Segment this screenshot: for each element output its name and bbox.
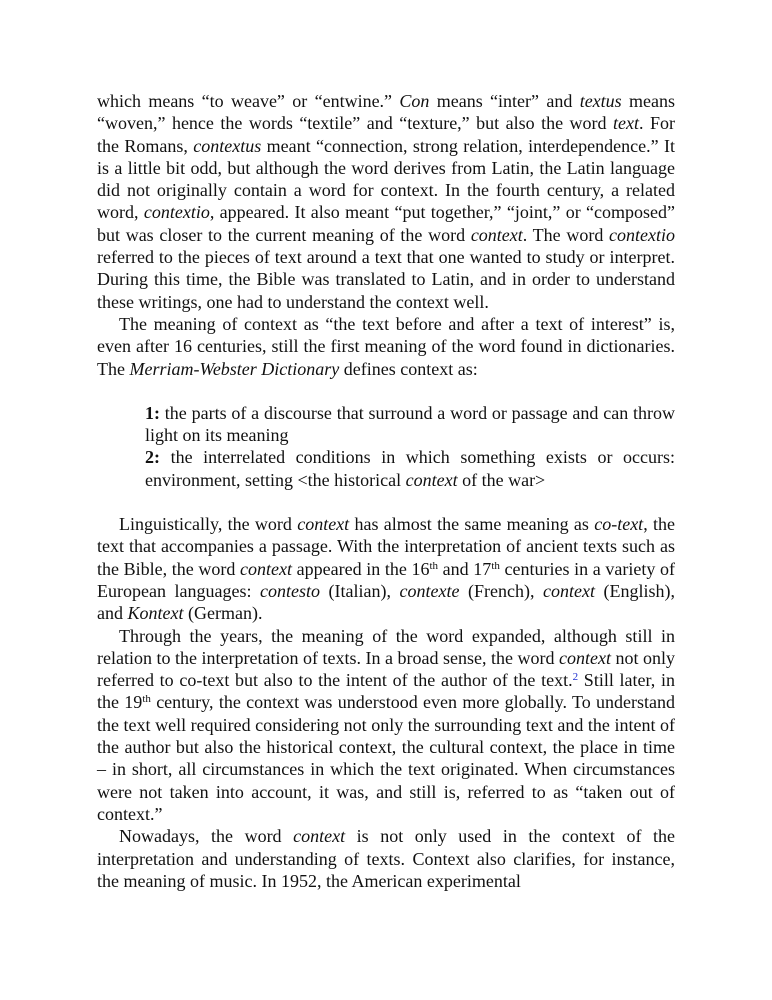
italic-term: context (240, 558, 292, 579)
text-run: referred to the pieces of text around a text that one wanted to study or interpret. During this time, the Bible was translated to Latin, and in order to understand these writings, one had to understand the context well. (97, 247, 675, 312)
italic-term: contextus (193, 135, 262, 156)
text-run: (Italian), (319, 580, 400, 601)
italic-term: contextio (609, 224, 676, 245)
text-run: , the text that accompanies a passage. With the interpretation of ancient texts such as the Bible, the word (97, 514, 675, 579)
definition-italic: context (405, 469, 458, 490)
italic-term: co-text (594, 514, 644, 535)
text-run: defines context as: (339, 358, 478, 379)
italic-term: Merriam-Webster Dictionary (129, 358, 340, 379)
text-run: appeared in the 16 (292, 558, 430, 579)
paragraph (97, 313, 675, 380)
definition-tail: of the war> (457, 469, 546, 490)
document-page (97, 90, 675, 892)
italic-term: text (613, 113, 640, 134)
text-run: and 17 (438, 558, 492, 579)
italic-term: textus (579, 91, 622, 111)
ordinal-suffix: th (491, 559, 500, 572)
text-run: century, the context was understood even more globally. To understand the text well required considering not only the surrounding text and the intent of the author but also the historical context, the cultural context, the place in time – in short, all circumstances in which the text originated. When circumstances were not taken into account, it was, and still is, referred to as “taken out of context.” (97, 692, 675, 824)
text-run: (English), and (97, 580, 675, 624)
footnote-reference[interactable]: 2 (572, 671, 579, 684)
italic-term: Kontext (127, 603, 184, 624)
text-run: means “woven,” hence the words “textile” and “texture,” but also the word (97, 91, 676, 134)
text-run: is not only used in the context of the interpretation and understanding of texts. Context also clarifies, for instance, the meaning of music. In 1952, the American experimental (97, 826, 675, 891)
paragraph (97, 825, 675, 892)
text-run: . For the Romans, (97, 113, 675, 156)
italic-term: context (293, 826, 346, 847)
text-run: . The word (522, 224, 610, 245)
text-run: not only referred to co-text but also to the intent of the author of the text. (97, 647, 675, 691)
italic-term: context (297, 514, 350, 535)
body-before-quote (97, 90, 675, 380)
definition-text: the parts of a discourse that surround a word or passage and can throw light on its meaning (145, 402, 675, 446)
text-run: has almost the same meaning as (349, 514, 595, 535)
definition-1 (145, 402, 675, 447)
italic-term: context (558, 647, 611, 668)
paragraph (97, 513, 675, 624)
italic-term: Con (399, 91, 430, 111)
italic-term: contextio (143, 202, 210, 223)
paragraph (97, 625, 675, 826)
text-run: Nowadays, the word (119, 826, 294, 847)
text-run: which means “to weave” or “entwine.” (97, 91, 400, 111)
definition-number: 2: (145, 447, 160, 468)
italic-term: contesto (259, 580, 320, 601)
text-run: meant “connection, strong relation, interdependence.” It is a little bit odd, but although the word derives from Latin, the Latin language did not originally contain a word for context. In the fourth century, a related word, (97, 135, 675, 223)
text-run: means “inter” and (429, 91, 580, 111)
text-run: Linguistically, the word (119, 514, 298, 535)
text-run: (German). (183, 603, 263, 624)
body-after-quote (97, 513, 675, 892)
definition-2 (145, 446, 675, 491)
text-run: (French), (459, 580, 543, 601)
text-run: The meaning of context as “the text before and after a text of interest” is, even after 16 centuries, still the first meaning of the word found in dictionaries. The (97, 313, 675, 379)
text-run: Still later, in the 19 (97, 670, 675, 713)
italic-term: contexte (399, 580, 460, 601)
text-run: centuries in a variety of European languages: (97, 558, 675, 601)
italic-term: context (470, 224, 523, 245)
text-run: Through the years, the meaning of the word expanded, although still in relation to the interpretation of texts. In a broad sense, the word (97, 625, 675, 668)
ordinal-suffix: th (142, 693, 151, 706)
dictionary-quote (145, 402, 675, 491)
italic-term: context (542, 580, 595, 601)
definition-text: the interrelated conditions in which something exists or occurs: environment, setting <the historical (145, 447, 675, 490)
paragraph (97, 90, 675, 313)
definition-number: 1: (145, 402, 160, 423)
ordinal-suffix: th (429, 559, 439, 572)
text-run: , appeared. It also meant “put together,” “joint,” or “composed” but was closer to the current meaning of the word (97, 202, 676, 245)
